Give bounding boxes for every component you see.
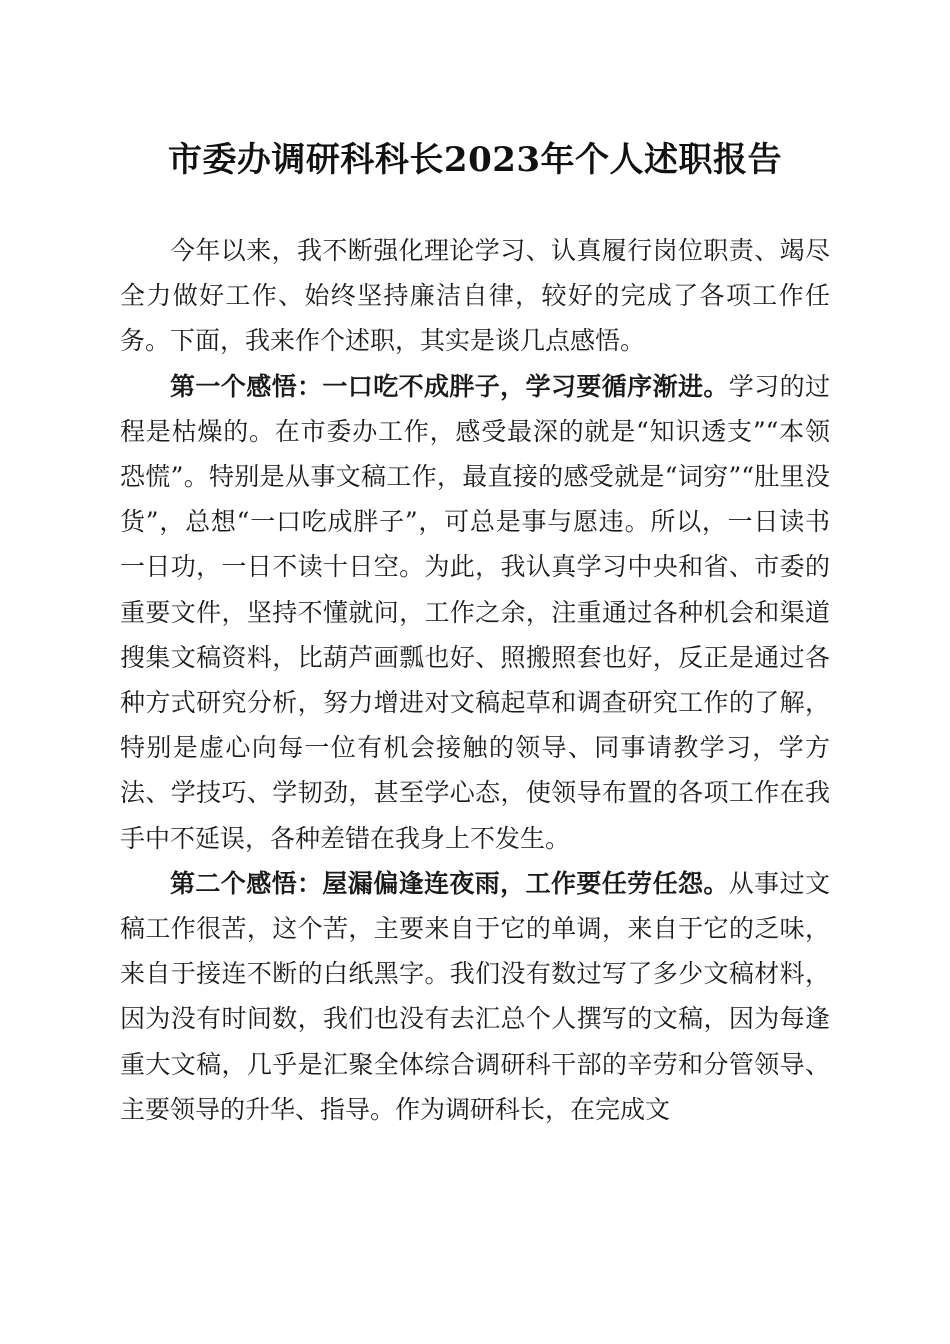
paragraph-insight-2 (120, 861, 830, 1132)
document-body (120, 228, 830, 1132)
paragraph-lead-heading: 第一个感悟：一口吃不成胖子，学习要循序渐进。 (170, 371, 729, 401)
paragraph-text: 今年以来，我不断强化理论学习、认真履行岗位职责、竭尽全力做好工作、始终坚持廉洁自律，较好的完成了各项工作任务。下面，我来作个述职，其实是谈几点感悟。 (120, 236, 830, 356)
paragraph-text: 从事过文稿工作很苦，这个苦，主要来自于它的单调，来自于它的乏味，来自于接连不断的白纸黑字。我们没有数过写了多少文稿材料，因为没有时间数，我们也没有去汇总个人撰写的文稿，因为每逢重大文稿，几乎是汇聚全体综合调研科干部的辛劳和分管领导、主要领导的升华、指导。作为调研科长，在完成文 (120, 868, 830, 1124)
document-title: 市委办调研科科长2023年个人述职报告 (167, 140, 783, 180)
paragraph-intro (120, 228, 830, 364)
paragraph-lead-heading: 第二个感悟：屋漏偏逢连夜雨，工作要任劳任怨。 (170, 868, 729, 898)
paragraph-insight-1 (120, 364, 830, 861)
paragraph-text: 学习的过程是枯燥的。在市委办工作，感受最深的就是“知识透支”“本领恐慌”。特别是从事文稿工作，最直接的感受就是“词穷”“肚里没货”，总想“一口吃成胖子”，可总是事与愿违。所以，一日读书一日功，一日不读十日空。为此，我认真学习中央和省、市委的重要文件，坚持不懂就问，工作之余，注重通过各种机会和渠道搜集文稿资料，比葫芦画瓢也好、照搬照套也好，反正是通过各种方式研究分析，努力增进对文稿起草和调查研究工作的了解，特别是虚心向每一位有机会接触的领导、同事请教学习，学方法、学技巧、学韧劲，甚至学心态，使领导布置的各项工作在我手中不延误，各种差错在我身上不发生。 (120, 371, 830, 853)
